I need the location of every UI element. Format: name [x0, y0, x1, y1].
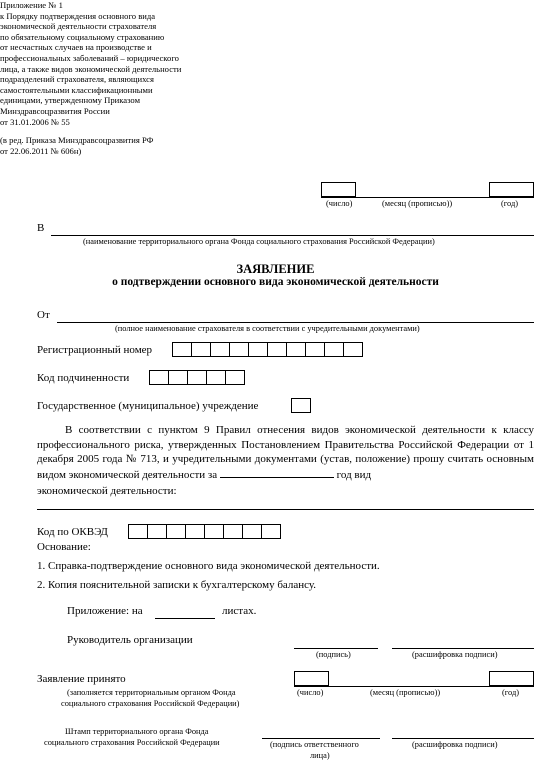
from-input-line[interactable] — [57, 322, 534, 323]
subordination-cells[interactable] — [149, 370, 245, 385]
accepted-label: Заявление принято — [37, 673, 126, 685]
head-label: Руководитель организации — [67, 634, 193, 646]
appendix-line: профессиональных заболеваний – юридического — [0, 52, 179, 63]
document-title: ЗАЯВЛЕНИЕ — [236, 262, 315, 276]
accepted-note-1: (заполняется территориальным органом Фонда — [67, 688, 236, 697]
redaction-line: от 22.06.2011 № 606н) — [0, 145, 82, 156]
okved-cells[interactable] — [128, 524, 281, 539]
paragraph-last: экономической деятельности: — [37, 485, 177, 497]
subordination-label: Код подчиненности — [37, 372, 130, 384]
stamp-line-2: социального страхования Российской Федерации — [44, 738, 220, 747]
request-paragraph-text: В соответствии с пунктом 9 Правил отнесения видов экономической деятельности к классу профессионального риска, утвержденных Постановлением Правительства Российской Федерации от 1 декабря 2005 года № 713, и учредительными документами (устав, положение) прошу считать основным видом экономической деятельности за год вид — [37, 424, 534, 481]
head-decoding-caption: (расшифровка подписи) — [412, 650, 498, 659]
basis-item-2: 2. Копия пояснительной записки к бухгалтерскому балансу. — [37, 579, 317, 591]
state-institution-label: Государственное (муниципальное) учреждение — [37, 400, 259, 412]
stamp-decoding-caption: (расшифровка подписи) — [412, 740, 498, 749]
reg-number-label: Регистрационный номер — [37, 344, 153, 356]
date-month-caption: (месяц (прописью)) — [382, 199, 453, 208]
attachment-sheets-line[interactable] — [155, 618, 215, 619]
accepted-date-line — [294, 686, 534, 687]
appendix-line: Приложение № 1 — [0, 0, 63, 10]
activity-input-line[interactable] — [37, 509, 534, 510]
date-year-caption: (год) — [501, 199, 519, 208]
appendix-line: экономической деятельности страхователя — [0, 21, 157, 32]
appendix-block — [0, 0, 225, 156]
reg-number-cells[interactable] — [172, 342, 363, 357]
to-caption: (наименование территориального органа Фонда социального страхования Российской Федерации) — [83, 237, 435, 246]
accepted-year-caption: (год) — [502, 688, 520, 697]
appendix-line: по обязательному социальному страхованию — [0, 31, 165, 42]
accepted-day-box[interactable] — [294, 671, 329, 686]
date-year-box[interactable] — [489, 182, 534, 197]
appendix-line: самостоятельными классификационными — [0, 84, 153, 95]
stamp-decoding-line[interactable] — [392, 738, 534, 739]
head-decoding-line[interactable] — [392, 648, 534, 649]
appendix-line: лица, а также видов экономической деятельности — [0, 63, 182, 74]
date-line — [321, 197, 534, 198]
attachment-suffix: листах. — [222, 605, 257, 617]
from-prefix: От — [37, 309, 50, 321]
to-input-line[interactable] — [51, 235, 534, 236]
appendix-line: единицами, утвержденному Приказом — [0, 95, 141, 106]
head-signature-line[interactable] — [294, 648, 378, 649]
redaction-line: (в ред. Приказа Минздравсоцразвития РФ — [0, 135, 154, 146]
attachment-prefix: Приложение: на — [67, 605, 143, 617]
okved-label: Код по ОКВЭД — [37, 526, 108, 538]
document-subtitle: о подтверждении основного вида экономической деятельности — [112, 276, 439, 288]
accepted-month-caption: (месяц (прописью)) — [370, 688, 441, 697]
appendix-line: от 31.01.2006 № 55 — [0, 116, 70, 127]
date-day-caption: (число) — [326, 199, 353, 208]
head-signature-caption: (подпись) — [316, 650, 351, 659]
year-input-line[interactable] — [220, 467, 334, 478]
stamp-signature-caption-2: лица) — [310, 751, 330, 760]
accepted-note-2: социального страхования Российской Федерации) — [61, 699, 240, 708]
appendix-line: к Порядку подтверждения основного вида — [0, 10, 156, 21]
appendix-line: от несчастных случаев на производстве и — [0, 42, 152, 53]
to-prefix: В — [37, 222, 45, 234]
stamp-line-1: Штамп территориального органа Фонда — [65, 727, 209, 736]
state-institution-box[interactable] — [291, 398, 311, 413]
from-caption: (полное наименование страхователя в соответствии с учредительными документами) — [115, 324, 420, 333]
accepted-year-box[interactable] — [489, 671, 534, 686]
basis-item-1: 1. Справка-подтверждение основного вида экономической деятельности. — [37, 560, 380, 572]
accepted-day-caption: (число) — [297, 688, 324, 697]
appendix-line: Минздравсоцразвития России — [0, 105, 110, 116]
request-paragraph — [37, 423, 534, 482]
stamp-signature-line[interactable] — [262, 738, 380, 739]
date-day-box[interactable] — [321, 182, 356, 197]
basis-label: Основание: — [37, 541, 91, 553]
stamp-signature-caption-1: (подпись ответственного — [270, 740, 359, 749]
appendix-line: подразделений страхователя, являющихся — [0, 74, 154, 85]
